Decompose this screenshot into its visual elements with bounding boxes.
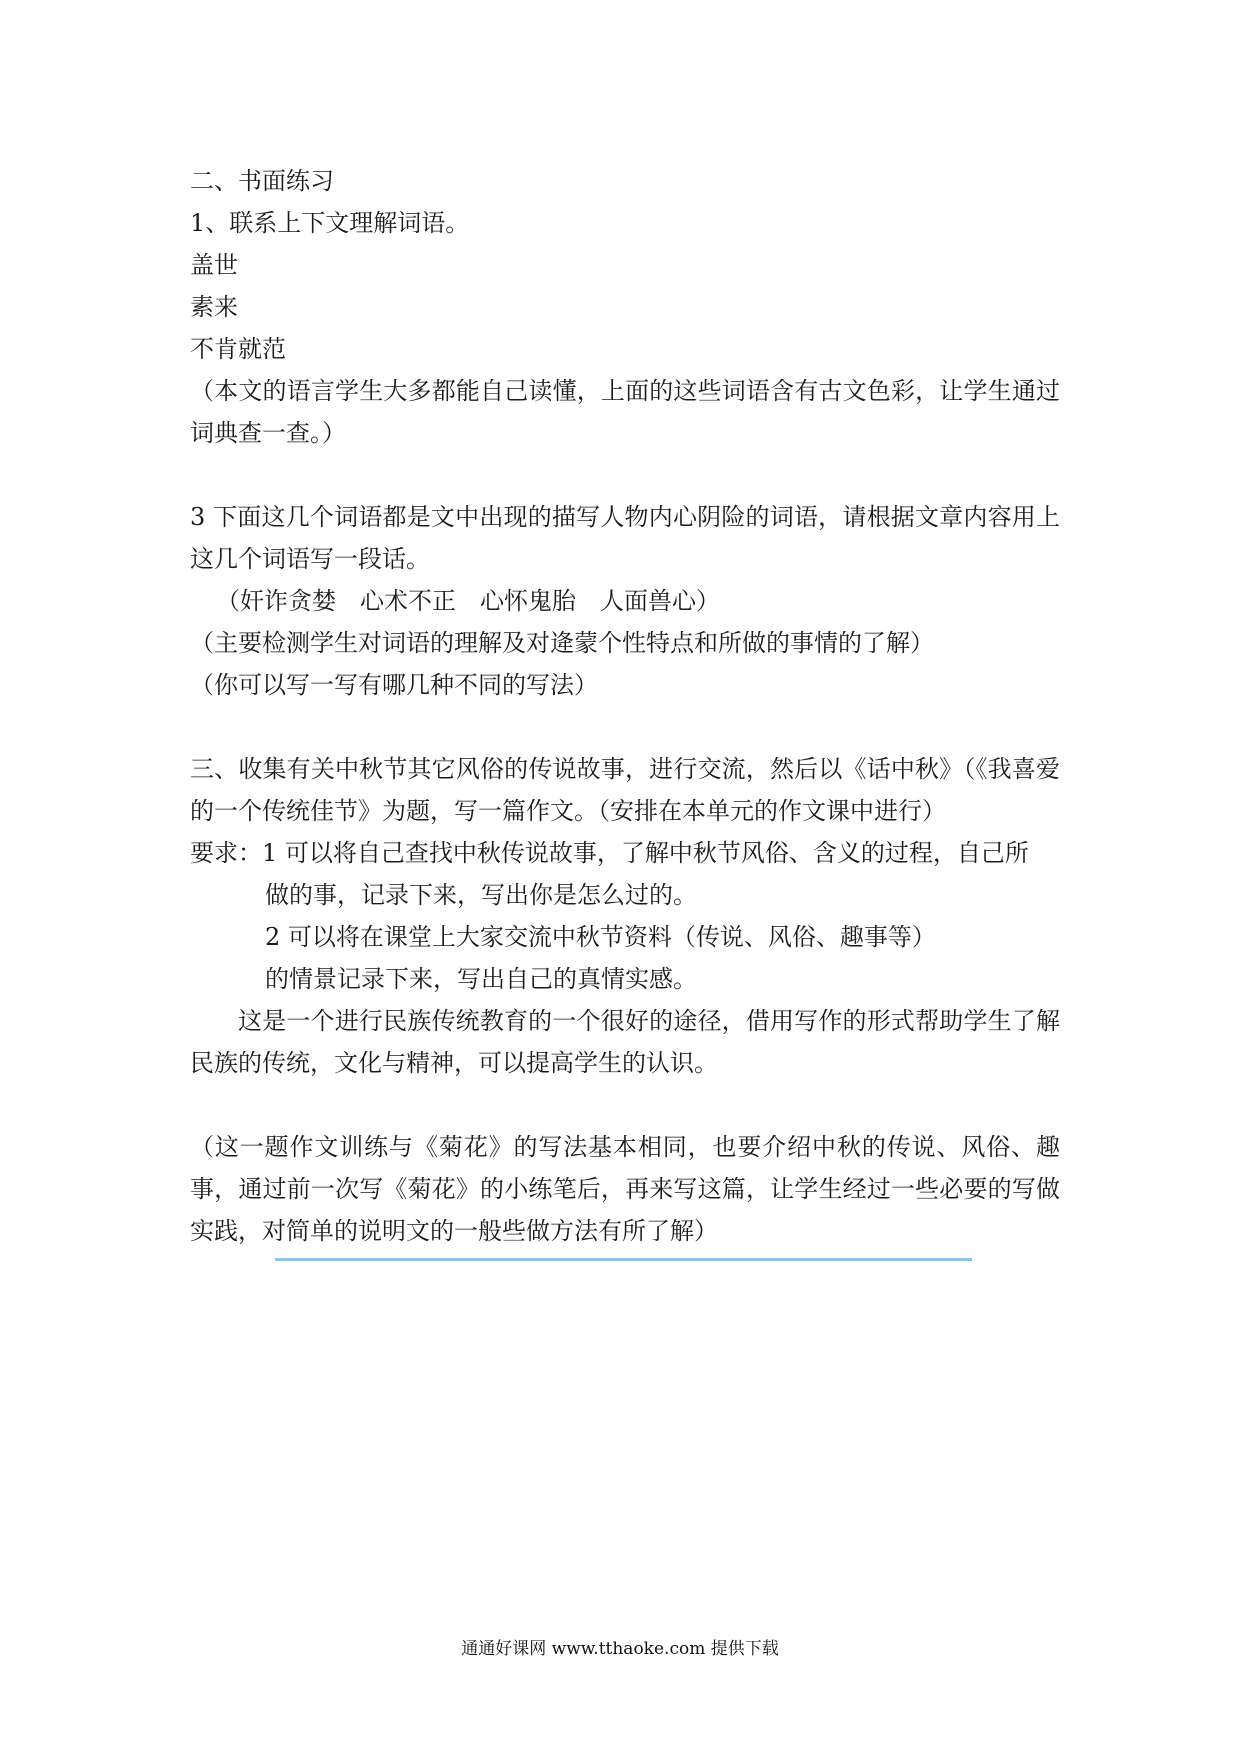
section-3-text: 三、收集有关中秋节其它风俗的传说故事，进行交流，然后以《话中秋》（《我喜爱的一个传统佳节》为题，写一篇作文。（安排在本单元的作文课中进行） xyxy=(190,755,1060,825)
question-1-title: 1、联系上下文理解词语。 xyxy=(190,209,470,237)
requirement-line-4: 的情景记录下来，写出自己的真情实感。 xyxy=(265,965,697,993)
question-1-note: （本文的语言学生大多都能自己读懂，上面的这些词语含有古文色彩，让学生通过词典查一查。） xyxy=(190,377,1060,447)
purpose-paragraph: 这是一个进行民族传统教育的一个很好的途径，借用写作的形式帮助学生了解民族的传统，文化与精神，可以提高学生的认识。 xyxy=(190,1007,1060,1077)
document-body xyxy=(190,160,1060,1252)
section-2-heading: 二、书面练习 xyxy=(190,167,334,195)
vocab-word-1: 盖世 xyxy=(190,251,238,279)
divider-line xyxy=(275,1258,972,1261)
spacer xyxy=(190,706,1060,748)
requirement-line-3: 2 可以将在课堂上大家交流中秋节资料（传说、风俗、趣事等） xyxy=(265,923,936,951)
footer-text: 通通好课网 www.tthaoke.com 提供下载 xyxy=(461,1639,779,1659)
question-3-title: 3 下面这几个词语都是文中出现的描写人物内心阴险的词语，请根据文章内容用上这几个词语写一段话。 xyxy=(190,503,1060,573)
final-note: （这一题作文训练与《菊花》的写法基本相同，也要介绍中秋的传说、风俗、趣事，通过前一次写《菊花》的小练笔后，再来写这篇，让学生经过一些必要的写做实践，对简单的说明文的一般些做方法有所了解） xyxy=(190,1133,1060,1245)
question-3-note-2: （你可以写一写有哪几种不同的写法） xyxy=(190,671,598,699)
requirement-line-1: 要求：1 可以将自己查找中秋传说故事，了解中秋节风俗、含义的过程，自己所 xyxy=(190,839,1029,867)
requirement-line-2: 做的事，记录下来，写出你是怎么过的。 xyxy=(265,881,697,909)
question-3-note-1: （主要检测学生对词语的理解及对逄蒙个性特点和所做的事情的了解） xyxy=(190,629,934,657)
spacer xyxy=(190,454,1060,496)
question-3-words: （奸诈贪婪 心术不正 心怀鬼胎 人面兽心） xyxy=(216,587,720,615)
vocab-word-2: 素来 xyxy=(190,293,238,321)
spacer xyxy=(190,1084,1060,1126)
vocab-word-3: 不肯就范 xyxy=(190,335,286,363)
